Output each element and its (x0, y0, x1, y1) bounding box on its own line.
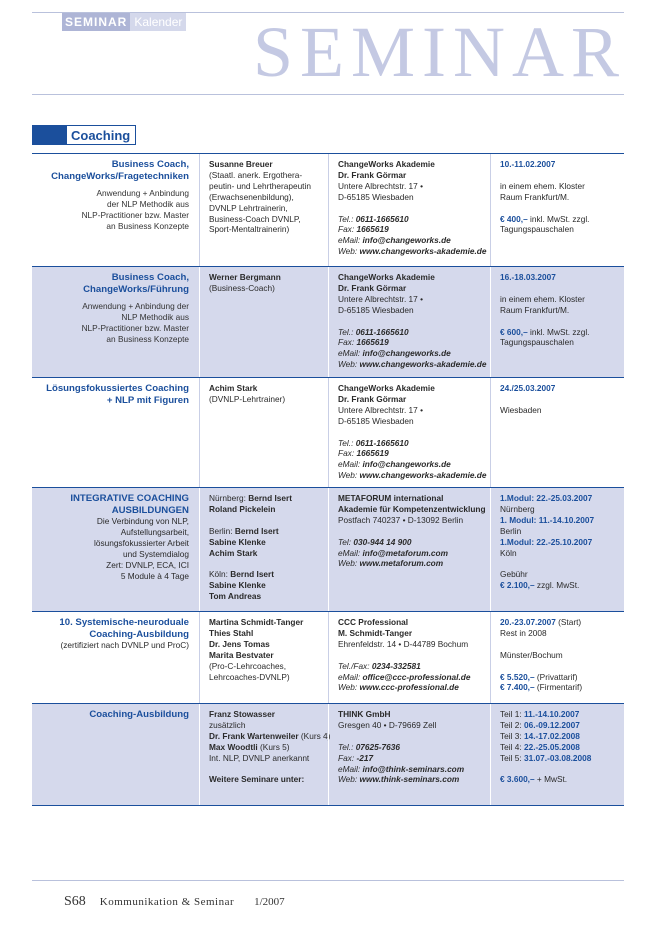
trainer-cell (199, 704, 331, 805)
fax-line: Fax: 1665619 (338, 448, 389, 459)
organizer-cell (328, 612, 490, 703)
seminar-title: ChangeWorks/Fragetechniken (51, 170, 189, 182)
trainer-info: zusätzlich (209, 719, 246, 730)
organizer-name: ChangeWorks Akademie (338, 272, 435, 282)
seminar-table (32, 153, 624, 806)
seminar-title: AUSBILDUNGEN (111, 504, 189, 516)
seminar-title: Lösungsfokussiertes Coaching (46, 383, 189, 394)
phone-line: Tel.: 0611-1665610 (338, 326, 409, 337)
date-price-cell (490, 704, 624, 805)
date-price-cell (490, 488, 624, 611)
organizer-address: Untere Albrechtstr. 17 • (338, 404, 423, 415)
seminar-description: Aufstellungsarbeit, (120, 527, 189, 538)
email-address[interactable]: info@changeworks.de (362, 235, 451, 246)
phone-line: Tel./Fax: 0234-332581 (338, 660, 421, 671)
price-line: € 400,– inkl. MwSt. zzgl. (500, 213, 590, 224)
seminar-row (32, 704, 624, 806)
fax-line: Fax: 1665619 (338, 224, 389, 235)
module-city: Köln (500, 547, 517, 558)
organizer-cell (328, 267, 490, 377)
trainer-cell (199, 488, 328, 611)
seminar-description: lösungsfokussierter Arbeit (93, 538, 189, 548)
module-city: Nürnberg (500, 503, 535, 514)
price-line: € 600,– inkl. MwSt. zzgl. (500, 326, 590, 337)
price: € 7.400,– (500, 682, 535, 693)
seminar-title-cell (32, 378, 199, 487)
trainer-name: Bernd Isert (234, 525, 279, 536)
trainer-info: (DVNLP-Lehrtrainer) (209, 393, 286, 404)
section-label: Coaching (66, 125, 136, 145)
seminar-description: Anwendung + Anbindung (96, 188, 189, 199)
website-link[interactable]: www.changeworks-akademie.de (359, 246, 487, 257)
phone-number: 0611-1665610 (355, 326, 409, 337)
trainer-info: (Pro-C-Lehrcoaches, (209, 660, 287, 671)
organizer-address: Untere Albrechtstr. 17 • (338, 180, 423, 191)
seminar-row (32, 154, 624, 267)
module-date: 1.Modul: 22.-25.10.2007 (500, 536, 593, 547)
trainer-line: Köln: Bernd Isert (209, 569, 275, 580)
trainer-info: Int. NLP, DVNLP anerkannt (209, 752, 310, 763)
seminar-description: Zert: DVNLP, ECA, ICI (106, 559, 189, 570)
organizer-contact: M. Schmidt-Tanger (338, 627, 413, 638)
email-line: eMail: office@ccc-professional.de (338, 671, 471, 682)
footer-rule (32, 880, 624, 881)
phone-number: 07625-7636 (355, 741, 400, 752)
organizer-cell (328, 488, 490, 611)
seminar-title-cell (32, 154, 199, 266)
fax-line: Fax: -217 (338, 752, 374, 763)
course-part: Teil 3: 14.-17.02.2008 (500, 730, 580, 741)
trainer-line: Nürnberg: Bernd Isert (209, 493, 293, 503)
email-address[interactable]: info@changeworks.de (362, 459, 451, 470)
website-link[interactable]: www.changeworks-akademie.de (359, 470, 487, 481)
trainer-info: peutin- und Lehrtherapeutin (209, 180, 311, 191)
fax-number: -217 (356, 752, 374, 763)
organizer-name: ChangeWorks Akademie (338, 383, 435, 393)
date-price-cell (490, 267, 624, 377)
email-line: eMail: info@changeworks.de (338, 459, 451, 470)
website-link[interactable]: www.changeworks-akademie.de (359, 359, 487, 370)
trainer-name: Roland Pickelein (209, 503, 276, 514)
fax-line: Fax: 1665619 (338, 337, 389, 348)
seminar-row (32, 267, 624, 378)
email-address[interactable]: info@think-seminars.com (362, 763, 465, 774)
seminar-note: (zertifiziert nach DVNLP und ProC) (60, 640, 189, 651)
phone-number: 0611-1665610 (355, 213, 409, 224)
section-marker-block (32, 125, 66, 145)
trainer-line: Max Woodtli (Kurs 5) (209, 741, 290, 752)
website-link[interactable]: www.ccc-professional.de (359, 682, 459, 693)
seminar-date: 10.-11.02.2007 (500, 159, 556, 169)
price-line: € 5.520,– (Privattarif) (500, 671, 578, 682)
price-extra: Tagungspauschalen (500, 337, 574, 348)
email-address[interactable]: info@changeworks.de (362, 348, 451, 359)
organizer-cell (328, 154, 490, 266)
trainer-name: Tom Andreas (209, 591, 262, 602)
seminar-description: NLP-Practitioner bzw. Master (81, 323, 189, 333)
seminar-title-cell (32, 267, 199, 377)
seminar-description: der NLP Methodik aus (107, 199, 189, 210)
email-address[interactable]: info@metaforum.com (362, 547, 448, 558)
seminar-title: Coaching-Ausbildung (89, 628, 189, 640)
seminar-description: 5 Module à 4 Tage (120, 570, 189, 581)
date-price-cell (490, 612, 624, 703)
seminar-title: Coaching-Ausbildung (89, 709, 189, 720)
organizer-contact: Dr. Frank Görmar (338, 393, 407, 404)
start-line: 20.-23.07.2007 (Start) (500, 617, 582, 627)
seminar-location: Raum Frankfurt/M. (500, 304, 570, 315)
trainer-name: Dr. Jens Tomas (209, 638, 270, 649)
email-line: eMail: info@changeworks.de (338, 235, 451, 246)
seminar-title-cell (32, 612, 199, 703)
seminar-description: an Business Konzepte (106, 220, 189, 231)
email-address[interactable]: office@ccc-professional.de (362, 671, 471, 682)
fee-label: Gebühr (500, 569, 528, 580)
seminar-row (32, 378, 624, 488)
organizer-name: THINK GmbH (338, 709, 391, 719)
phone-line: Tel.: 07625-7636 (338, 741, 400, 752)
web-line: Web: www.changeworks-akademie.de (338, 359, 487, 370)
seminar-description: und Systemdialog (123, 548, 189, 559)
module-city: Berlin (500, 525, 522, 536)
phone-line: Tel.: 0611-1665610 (338, 437, 409, 448)
web-line: Web: www.metaforum.com (338, 558, 444, 569)
price-line: € 3.600,– + MwSt. (500, 774, 568, 785)
phone-line: Tel.: 0611-1665610 (338, 213, 409, 224)
trainer-info: DVNLP Lehrtrainerin, (209, 202, 288, 213)
website-link[interactable]: www.metaforum.com (359, 558, 444, 569)
seminar-title: 10. Systemische-neuroduale (59, 617, 189, 628)
trainer-info: Lehrcoaches-DVNLP) (209, 671, 290, 682)
course-date: 06.-09.12.2007 (524, 719, 580, 730)
date-price-cell (490, 154, 624, 266)
trainer-cell (199, 378, 328, 487)
organizer-address: Untere Albrechtstr. 17 • (338, 293, 423, 304)
seminar-location: in einem ehem. Kloster (500, 180, 585, 191)
seminar-date: 24./25.03.2007 (500, 383, 556, 393)
page-footer (64, 892, 285, 910)
more-seminars-label: Weitere Seminare unter: (209, 774, 305, 785)
fax-number: 1665619 (356, 448, 389, 459)
seminar-date: 20.-23.07.2007 (500, 617, 556, 627)
badge-left: SEMINAR (62, 13, 130, 31)
trainer-name: Sabine Klenke (209, 580, 266, 591)
trainer-info: (Business-Coach) (209, 282, 275, 293)
trainer-name: Achim Stark (209, 547, 258, 558)
organizer-name: METAFORUM international (338, 493, 444, 503)
organizer-address: Postfach 740237 • D-13092 Berlin (338, 514, 464, 525)
course-part: Teil 5: 31.07.-03.08.2008 (500, 752, 592, 763)
trainer-info: Sport-Mentaltrainerin) (209, 224, 290, 235)
seminar-title-cell (32, 704, 199, 805)
web-line: Web: www.changeworks-akademie.de (338, 470, 487, 481)
seminar-location: Raum Frankfurt/M. (500, 191, 570, 202)
publication-name: Kommunikation & Seminar (99, 896, 235, 908)
seminar-title-cell (32, 488, 199, 611)
web-line: Web: www.ccc-professional.de (338, 682, 459, 693)
trainer-info: (Staatl. anerk. Ergothera- (209, 169, 303, 180)
organizer-name: ChangeWorks Akademie (338, 159, 435, 169)
price: € 3.600,– (500, 774, 535, 785)
web-line: Web: www.think-seminars.com (338, 774, 460, 785)
organizer-contact: Dr. Frank Görmar (338, 282, 407, 293)
module-date: 1.Modul: 22.-25.03.2007 (500, 493, 593, 503)
issue-number: 1/2007 (254, 896, 285, 908)
course-part: Teil 1: 11.-14.10.2007 (500, 709, 580, 719)
masthead-title: SEMINAR (252, 12, 626, 92)
trainer-cell (199, 267, 328, 377)
fax-number: 1665619 (356, 224, 389, 235)
fax-number: 1665619 (356, 337, 389, 348)
organizer-address: D-65185 Wiesbaden (338, 304, 414, 315)
trainer-name: Marita Bestvater (209, 649, 274, 660)
seminar-description: NLP-Practitioner bzw. Master (81, 210, 189, 220)
trainer-name: Martina Schmidt-Tanger (209, 617, 304, 627)
organizer-address: D-65185 Wiesbaden (338, 191, 414, 202)
trainer-cell (199, 154, 328, 266)
trainer-name: Sabine Klenke (209, 536, 266, 547)
seminar-description: NLP Methodik aus (121, 312, 189, 323)
organizer-name: CCC Professional (338, 617, 409, 627)
trainer-name: Achim Stark (209, 383, 258, 393)
seminar-location: Wiesbaden (500, 404, 542, 415)
rest-note: Rest in 2008 (500, 627, 547, 638)
website-link[interactable]: www.think-seminars.com (359, 774, 460, 785)
phone-line: Tel: 030-944 14 900 (338, 536, 412, 547)
organizer-cell (328, 704, 490, 805)
trainer-name: Franz Stowasser (209, 709, 275, 719)
trainer-name: Max Woodtli (209, 741, 258, 752)
seminar-description: Anwendung + Anbindung der (82, 301, 189, 312)
trainer-info: Business-Coach DVNLP, (209, 213, 301, 224)
email-line: eMail: info@think-seminars.com (338, 763, 465, 774)
header-rule-bottom (32, 94, 624, 95)
course-date: 31.07.-03.08.2008 (524, 752, 592, 763)
seminar-title: INTEGRATIVE COACHING (70, 493, 189, 504)
seminar-title: ChangeWorks/Führung (83, 283, 189, 295)
organizer-address: Ehrenfeldstr. 14 • D-44789 Bochum (338, 638, 469, 649)
web-line: Web: www.changeworks-akademie.de (338, 246, 487, 257)
seminar-description: an Business Konzepte (106, 333, 189, 344)
organizer-contact: Akademie für Kompetenzentwicklung (338, 503, 486, 514)
seminar-location: in einem ehem. Kloster (500, 293, 585, 304)
trainer-name: Bernd Isert (248, 493, 293, 503)
organizer-contact: Dr. Frank Görmar (338, 169, 407, 180)
email-line: eMail: info@changeworks.de (338, 348, 451, 359)
trainer-name: Dr. Frank Wartenweiler (209, 730, 299, 741)
seminar-date: 16.-18.03.2007 (500, 272, 556, 282)
course-date: 11.-14.10.2007 (524, 709, 580, 719)
seminar-title: Business Coach, (111, 159, 189, 170)
seminar-title: + NLP mit Figuren (106, 394, 189, 406)
price-line: € 2.100,– zzgl. MwSt. (500, 580, 580, 591)
seminar-kalender-badge (62, 13, 186, 31)
course-date: 22.-25.05.2008 (524, 741, 580, 752)
phone-number: 030-944 14 900 (353, 536, 412, 547)
trainer-info: (Erwachsenenbildung), (209, 191, 294, 202)
seminar-row (32, 612, 624, 704)
organizer-address: D-65185 Wiesbaden (338, 415, 414, 426)
module-date: 1. Modul: 11.-14.10.2007 (500, 514, 595, 525)
phone-number: 0234-332581 (371, 660, 421, 671)
seminar-row (32, 488, 624, 612)
price-line: € 7.400,– (Firmentarif) (500, 682, 583, 693)
trainer-line: Dr. Frank Wartenweiler (Kurs 4) (209, 730, 331, 741)
badge-right: Kalender (130, 13, 186, 31)
trainer-name: Thies Stahl (209, 627, 254, 638)
trainer-name: Bernd Isert (230, 569, 275, 580)
seminar-title: Business Coach, (111, 272, 189, 283)
organizer-address: Gresgen 40 • D-79669 Zell (338, 719, 437, 730)
course-part: Teil 4: 22.-25.05.2008 (500, 741, 580, 752)
organizer-cell (328, 378, 490, 487)
course-date: 14.-17.02.2008 (524, 730, 580, 741)
course-part: Teil 2: 06.-09.12.2007 (500, 719, 580, 730)
price: € 5.520,– (500, 671, 535, 682)
date-price-cell (490, 378, 624, 487)
email-line: eMail: info@metaforum.com (338, 547, 448, 558)
price: € 600,– (500, 326, 528, 337)
phone-number: 0611-1665610 (355, 437, 409, 448)
trainer-cell (199, 612, 328, 703)
trainer-line: Berlin: Bernd Isert (209, 525, 279, 536)
page-number: S68 (64, 894, 86, 909)
price-extra: Tagungspauschalen (500, 224, 574, 235)
seminar-location: Münster/Bochum (500, 649, 563, 660)
price: € 400,– (500, 213, 528, 224)
trainer-name: Werner Bergmann (209, 272, 281, 282)
trainer-name: Susanne Breuer (209, 159, 273, 169)
price: € 2.100,– (500, 580, 535, 591)
section-heading (32, 125, 136, 145)
seminar-description: Die Verbindung von NLP, (96, 516, 189, 527)
